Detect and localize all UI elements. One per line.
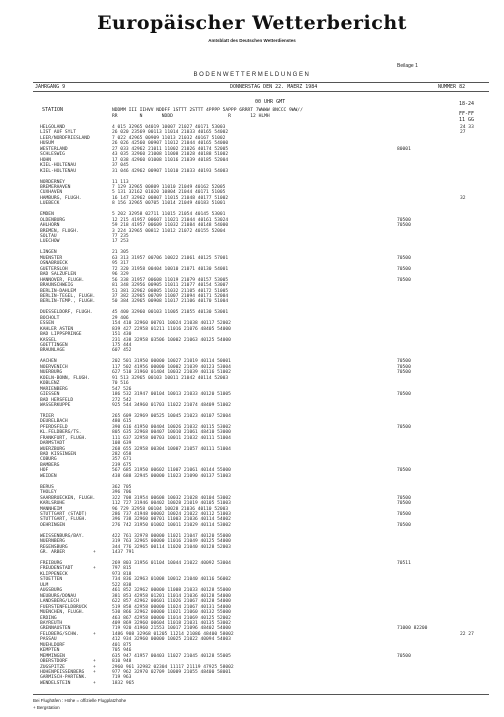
station-name: ESSEN <box>40 321 54 327</box>
observation-groups: 95 317 <box>112 261 129 267</box>
station-name: HUSUM <box>40 141 54 147</box>
station-name: DARMSTADT <box>40 441 65 447</box>
station-name: FREUDENSTADT <box>40 566 74 572</box>
observation-groups: 51 381 32962 00805 11032 21105 40172 51005 <box>112 288 229 294</box>
report-title: Europäischer Wetterbericht <box>97 12 407 34</box>
station-name: BERLIN-DAHLEM <box>40 288 76 294</box>
observation-groups: 151 430 <box>112 332 132 338</box>
observation-groups: 70 516 <box>112 381 129 387</box>
observation-groups: 925 544 34960 01703 11022 21074 48409 51002 <box>112 402 231 408</box>
station-name: GUETERSLOH <box>40 266 68 272</box>
observation-groups: 81 348 32956 00905 11011 21077 40154 53007 <box>112 283 229 289</box>
station-name: AUGSBURG <box>40 588 63 594</box>
station-name: LUECHOW <box>40 239 60 245</box>
observation-groups: 719 963 <box>112 675 132 681</box>
observation-groups: 12 215 41957 00607 11021 21044 40161 53024 <box>112 217 229 223</box>
station-name: WESTERLAND <box>40 146 68 152</box>
station-name: NOERVENICH <box>40 364 68 370</box>
extra-group: 70500 <box>397 364 411 370</box>
observation-groups: 56 338 31957 00608 11019 21079 40157 53005 <box>112 277 229 283</box>
observation-groups: 186 532 31947 00104 10013 21033 40120 51005 <box>112 392 231 398</box>
observation-groups: 627 510 31960 01404 10032 21039 40116 51002 <box>112 370 231 376</box>
observation-groups: 117 502 41956 00000 10002 21039 40123 53004 <box>112 364 231 370</box>
header-rule-2 <box>33 91 489 92</box>
observation-groups: 37 045 <box>112 163 129 169</box>
station-name: HAMBURG, FLUGH. <box>40 195 82 201</box>
station-name: AACHEN <box>40 359 57 365</box>
station-name: BAD HERSFELD <box>40 397 74 403</box>
station-name: THOLEY <box>40 490 57 496</box>
station-name: FRANKFURT, FLUGH. <box>40 435 88 441</box>
observation-groups: 26 026 42560 00907 11012 21044 40165 54000 <box>112 141 229 147</box>
station-name: KIEL-HOLTENAU <box>40 168 76 174</box>
observation-groups: 438 688 32945 00000 11023 21090 40137 51003 <box>112 473 231 479</box>
mountain-station-mark: + <box>93 631 96 637</box>
observation-groups: 91 513 32965 00103 10011 21042 40114 52003 <box>112 375 229 381</box>
station-name: WUERZBURG <box>40 446 65 452</box>
station-name: MUENSTER <box>40 255 63 261</box>
station-name: BREMEN, FLUGH. <box>40 228 79 234</box>
observation-groups: 8 156 32965 00705 11014 21049 40183 51001 <box>112 201 226 207</box>
station-header: STATION <box>42 107 64 113</box>
observation-groups: 59 218 41957 00609 11032 21084 40148 54000 <box>112 223 229 229</box>
mountain-station-mark: + <box>93 680 96 686</box>
wind-gust: 32 <box>460 195 466 201</box>
station-name: REGENSBURG <box>40 544 68 550</box>
station-name: BAD LIPPSPRINGE <box>40 332 82 338</box>
side-header-1: FF-FF <box>459 111 475 117</box>
station-name: SCHLESWIG <box>40 152 65 158</box>
station-name: WEIDEN <box>40 473 57 479</box>
station-name: NEUBURG/DONAU <box>40 593 76 599</box>
station-name: WEISSENBURG/BAY. <box>40 533 85 539</box>
station-name: GOETTINGEN <box>40 343 68 348</box>
station-name: SAARBRUECKEN, FLUGH. <box>40 495 96 501</box>
station-name: HOF <box>40 468 49 474</box>
observation-groups: 63 313 31957 00706 10022 21061 40125 57001 <box>112 255 229 261</box>
observation-groups: 381 853 42958 01201 11014 21036 40128 54000 <box>112 593 231 599</box>
station-name: HOHN <box>40 157 52 163</box>
station-name: OEHRINGEN <box>40 522 65 528</box>
station-name: LUEBECK <box>40 201 60 207</box>
side-header-2: 11 GG <box>459 117 475 123</box>
observation-groups: 401 875 <box>112 642 132 648</box>
station-name: STOETTEN <box>40 577 63 583</box>
station-name: BRAUNSCHWEIG <box>40 283 74 289</box>
extra-group: 70500 <box>397 468 411 474</box>
observation-groups: 96 329 <box>112 272 129 278</box>
observation-groups: 3 224 32965 00812 11012 21072 40155 52004 <box>112 228 226 234</box>
extra-group: 70500 <box>397 359 411 365</box>
station-name: BAYREUTH <box>40 620 63 626</box>
footer-mark-note: + Bergstation <box>33 705 60 710</box>
station-name: BAD KISSINGEN <box>40 452 76 457</box>
station-name: NUERNBERG <box>40 539 65 545</box>
station-name: DUESSELDORF, FLUGH. <box>40 310 93 316</box>
extra-group: 71000 82200 <box>397 626 428 632</box>
station-name: GR. ARBER <box>40 550 65 556</box>
observation-groups: 362 705 <box>112 484 132 490</box>
observation-groups: 635 947 41957 00403 11027 21045 40128 55005 <box>112 653 231 659</box>
station-name: KOELN-BONN, FLUGH. <box>40 375 90 381</box>
station-name: KAHLER ASTEN <box>40 326 74 332</box>
station-name: ULM <box>40 582 49 588</box>
mountain-station-mark: + <box>93 664 96 670</box>
extra-group: 70500 <box>397 392 411 398</box>
observation-groups: 43 035 32960 21008 11008 21028 40188 51002 <box>112 152 229 158</box>
station-name: OLDENBURG <box>40 217 65 223</box>
observation-groups: 607 452 <box>112 348 132 354</box>
observation-groups: 805 635 32968 00407 10010 21061 48410 53000 <box>112 430 231 436</box>
observation-groups: 734 836 32963 01008 10012 21040 40116 56002 <box>112 577 231 583</box>
station-name: BOCHOLT <box>40 315 60 321</box>
observation-groups: 390 616 41950 00404 10026 21032 40115 53002 <box>112 424 231 430</box>
station-name: MEMMINGEN <box>40 653 65 659</box>
observation-groups: 231 438 32958 03506 10002 21063 40125 54000 <box>112 337 231 343</box>
station-name: DEURELBACH <box>40 419 68 425</box>
observation-groups: 522 838 <box>112 582 132 588</box>
observation-groups: 412 934 32960 00000 10025 21022 40094 54003 <box>112 637 231 643</box>
observation-groups: 175 444 <box>112 343 132 348</box>
observation-groups: 719 920 41960 21553 10017 21096 48402 54000 <box>112 626 231 632</box>
report-subtitle: Amtsblatt des Deutschen Wetterdienstes <box>208 38 296 43</box>
observation-groups: 319 763 32965 00000 11016 21049 40125 54000 <box>112 539 231 545</box>
station-name: GRENNAUSTEN <box>40 626 71 632</box>
observation-groups: 344 776 32965 00114 11020 21040 40128 52003 <box>112 544 231 550</box>
footer-note: Bei Flughäfen : Höhe = offizielle Flugplatzhöhe <box>33 698 127 703</box>
station-name: LIST AUF SYLT <box>40 130 76 136</box>
observation-groups: 239 675 <box>112 462 132 468</box>
header-rule-top <box>33 82 489 83</box>
station-name: BRAUNLAGE <box>40 348 65 354</box>
observation-groups: 567 685 31950 00602 11007 21061 40144 55000 <box>112 468 231 474</box>
observation-groups: 973 818 <box>112 571 132 577</box>
observation-groups: 17 253 <box>112 239 129 245</box>
station-name: EMDEN <box>40 212 54 218</box>
observation-groups: 705 946 <box>112 648 132 654</box>
observation-groups: 112 727 31946 00402 10028 21019 40105 51003 <box>112 501 231 507</box>
mountain-station-mark: + <box>93 550 96 556</box>
extra-group: 70500 <box>397 266 411 272</box>
time-side-header: 18-24 <box>459 101 475 107</box>
station-name: KARLSRUHE <box>40 501 65 507</box>
station-name: MARIENBERG <box>40 386 68 392</box>
station-name: ERDING <box>40 615 57 621</box>
station-name: OBERSTDORF <box>40 659 68 665</box>
section-title: BODENWETTERMELDUNGEN <box>193 72 311 78</box>
extra-group: 80001 <box>397 146 411 152</box>
observation-groups: 1832 965 <box>112 680 135 686</box>
wind-gust: 24 33 <box>460 125 474 130</box>
station-name: WASSERKUPPE <box>40 402 71 408</box>
station-name: LEER/NORDFRIESLAND <box>40 135 90 141</box>
extra-group: 70500 <box>397 277 411 283</box>
station-name: PASSAU <box>40 637 57 643</box>
station-name: NORDERNEY <box>40 179 65 185</box>
observation-groups: 96 729 32958 00104 10028 21036 40110 52003 <box>112 506 229 512</box>
observation-groups: 72 320 31958 00404 10010 21071 40130 54001 <box>112 266 229 272</box>
observation-groups: 547 526 <box>112 386 132 392</box>
observation-groups: 269 803 31956 01104 10044 21022 40092 53004 <box>112 561 231 566</box>
station-name: SOLTAU <box>40 234 57 239</box>
station-name: HOHENPEISSENBERG <box>40 670 85 675</box>
observation-groups: 37 382 32965 00709 11007 21094 40171 52004 <box>112 293 229 299</box>
observation-groups: 461 852 32962 00000 11008 21033 40128 55000 <box>112 588 231 594</box>
extra-group: 70500 <box>397 522 411 528</box>
station-name: MANNHEIM <box>40 506 63 512</box>
observation-groups: 276 742 31950 01002 10011 21029 40114 53002 <box>112 522 231 528</box>
wind-gust: 27 <box>460 130 466 136</box>
observation-groups: 154 410 32960 00701 10024 21038 40117 52002 <box>112 321 231 327</box>
station-name: BERUS <box>40 484 54 490</box>
observation-groups: 27 033 42962 21011 11002 21026 40174 52005 <box>112 146 229 152</box>
observation-groups: 1486 908 32968 01205 11214 21086 48400 58002 <box>112 631 234 637</box>
observation-groups: 422 761 32978 00000 11021 21047 40120 55000 <box>112 533 231 539</box>
station-name: ZUGSPITZE <box>40 664 65 670</box>
station-name: NUERBURG <box>40 370 63 376</box>
station-name: LANDSBERG/LECH <box>40 599 79 605</box>
station-name: BAMBERG <box>40 462 60 468</box>
observation-groups: 797 815 <box>112 566 132 572</box>
station-name: LINGEN <box>40 250 57 256</box>
mountain-station-mark: + <box>93 659 96 665</box>
footer-rule <box>33 694 489 695</box>
observation-groups: 26 020 23569 00113 11014 21033 40165 54002 <box>112 130 229 136</box>
observation-groups: 5 202 32958 02711 11015 21054 40145 53001 <box>112 212 226 218</box>
observation-groups: 265 609 32969 00525 10045 21023 40107 52004 <box>112 413 231 419</box>
observation-groups: 530 866 32962 00000 11021 21060 40132 55000 <box>112 610 231 616</box>
station-name: GARMISCH-PARTENK. <box>40 675 88 681</box>
observation-groups: 16 147 32962 00807 11015 21048 40177 51002 <box>112 195 229 201</box>
station-name: STUTTGART, FLUGH. <box>40 517 88 523</box>
station-name: HELGOLAND <box>40 125 65 130</box>
groups-header-row2: RR N NDDD R 12 HLMH <box>112 114 270 119</box>
extra-group: 70500 <box>397 501 411 507</box>
observation-groups: 268 655 32958 00304 10007 21057 40111 51004 <box>112 446 231 452</box>
observation-groups: 77 235 <box>112 234 129 239</box>
observation-groups: 810 948 <box>112 659 132 665</box>
station-name: CUXHAVEN <box>40 190 63 196</box>
station-name: BERLIN-TEGEL, FLUGH. <box>40 293 96 299</box>
extra-group: 70500 <box>397 255 411 261</box>
station-name: KIEL-HOLTENAU <box>40 163 76 169</box>
extra-group: 70500 <box>397 653 411 659</box>
observation-groups: 480 615 <box>112 419 132 425</box>
station-name: PFERDSFELD <box>40 424 68 430</box>
station-name: MUENCHEN, FLUGH. <box>40 610 85 616</box>
observation-groups: 409 869 32960 00604 11018 21031 40135 53002 <box>112 620 231 626</box>
observation-groups: 11 113 <box>112 179 129 185</box>
date-label: DONNERSTAG DEN 22. MAERZ 1984 <box>230 84 318 90</box>
station-name: KL.FELDBERG/TS. <box>40 430 82 436</box>
observation-groups: 463 867 42958 00000 11014 21069 40125 52002 <box>112 615 231 621</box>
observation-groups: 17 038 42960 01008 11016 21039 40185 52004 <box>112 157 229 163</box>
station-name: BREMERHAVEN <box>40 184 71 190</box>
observation-groups: 622 857 42962 00601 11026 21067 40128 54000 <box>112 599 231 605</box>
station-name: COBURG <box>40 457 57 463</box>
observation-groups: 108 639 <box>112 441 132 447</box>
beilage-label: Beilage 1 <box>397 63 418 69</box>
observation-groups: 7 022 42965 00909 11013 21032 40167 51002 <box>112 135 226 141</box>
observation-groups: 5 131 32162 01020 10804 21044 40171 51005 <box>112 190 226 196</box>
station-name: FUERSTENFELDBRUCK <box>40 604 88 610</box>
extra-group: 70500 <box>397 370 411 376</box>
observation-groups: 282 658 <box>112 452 132 457</box>
groups-header-row1: NDDMM III IIHVV NDDFF 1STTT 2STTT 4PPPP 5APPP 6RRRT 7WWWW 8NCCC 9WW// <box>112 108 303 113</box>
observation-groups: 977 962 32970 02709 10009 21055 48400 58001 <box>112 670 231 675</box>
extra-group: 70500 <box>397 217 411 223</box>
station-name: KLIPPENECK <box>40 571 68 577</box>
mountain-station-mark: + <box>93 670 96 675</box>
observation-groups: 31 046 42962 00907 11010 21033 40193 54003 <box>112 168 229 174</box>
station-name: GIESSEN <box>40 392 60 398</box>
station-name: HANNOVER, FLUGH. <box>40 277 85 283</box>
observation-groups: 4 015 32965 04019 10007 21027 40171 53003 <box>112 125 226 130</box>
observation-groups: 111 637 32958 00703 10011 21032 40111 51004 <box>112 435 231 441</box>
observation-groups: 29 406 <box>112 315 129 321</box>
extra-group: 70500 <box>397 424 411 430</box>
mountain-station-mark: + <box>93 566 96 572</box>
station-name: MUEHLDORF <box>40 642 65 648</box>
wind-gust: 22 27 <box>460 631 474 637</box>
station-name: STUTTGART (STADT) <box>40 511 88 517</box>
extra-group: 70500 <box>397 495 411 501</box>
station-name: TRIER <box>40 413 54 419</box>
table-row <box>0 680 504 687</box>
extra-group: 70500 <box>397 223 411 229</box>
nummer-label: NUMMER 82 <box>438 84 466 90</box>
extra-group: 70500 <box>397 511 411 517</box>
observation-groups: 50 384 32965 00908 11017 21106 40170 51004 <box>112 299 229 305</box>
station-name: AHLHORN <box>40 223 60 229</box>
observation-groups: 396 738 32960 00701 11003 21036 40114 54002 <box>112 517 231 523</box>
station-name: BERLIN-TEMP., FLUGH. <box>40 299 96 305</box>
jahrgang-label: JAHRGANG 9 <box>35 84 66 90</box>
time-main-header: 00 UHR GMT <box>255 99 286 105</box>
station-name: FREIBURG <box>40 561 63 566</box>
observation-groups: 1437 791 <box>112 550 135 556</box>
observation-groups: 2960 961 32982 02304 11117 21119 47925 58002 <box>112 664 234 670</box>
observation-groups: 7 129 32965 00809 11010 21049 40162 52005 <box>112 184 226 190</box>
station-name: WENDELSTEIN <box>40 680 71 686</box>
station-name: OSNABRUECK <box>40 261 68 267</box>
observation-groups: 45 400 32960 00103 11005 21055 40130 53001 <box>112 310 229 316</box>
observation-groups: 202 501 31950 00000 10027 21019 40114 50001 <box>112 359 231 365</box>
observation-groups: 322 708 31954 00608 10032 21028 40104 53002 <box>112 495 231 501</box>
station-name: BAD SALZUFLEN <box>40 272 76 278</box>
observation-groups: 286 737 41948 00002 10024 21022 40112 51003 <box>112 511 231 517</box>
observation-groups: 396 706 <box>112 490 132 496</box>
station-name: KEMPTEN <box>40 648 60 654</box>
station-name: FELDBERG/SCHW. <box>40 631 79 637</box>
extra-group: 70511 <box>397 561 411 566</box>
observation-groups: 272 542 <box>112 397 132 403</box>
observation-groups: 839 427 22958 01211 11016 21076 48405 54000 <box>112 326 231 332</box>
observation-groups: 357 671 <box>112 457 132 463</box>
observation-groups: 519 858 42958 00000 11024 21067 40131 54000 <box>112 604 231 610</box>
observation-groups: 21 305 <box>112 250 129 256</box>
station-name: KOBLENZ <box>40 381 60 387</box>
station-name: KASSEL <box>40 337 57 343</box>
